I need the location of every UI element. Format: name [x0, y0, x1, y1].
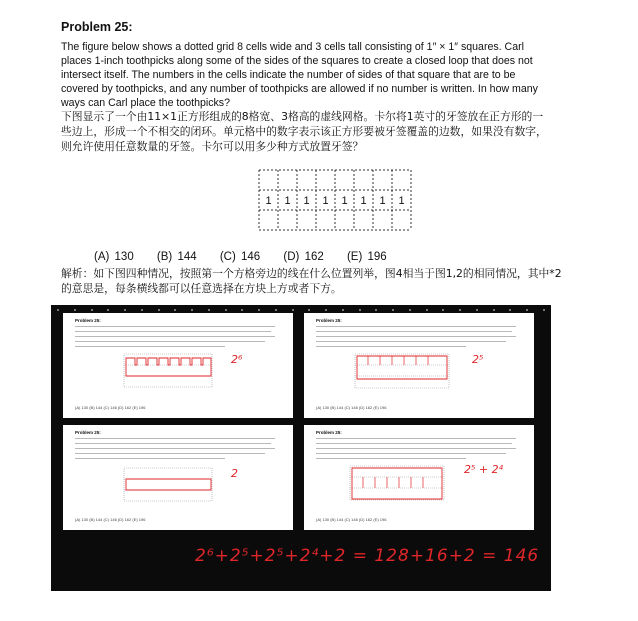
handwritten-note: 2 [231, 467, 238, 480]
grid-number: 1 [284, 195, 291, 207]
panel-choices: (A) 130 (B) 144 (C) 146 (D) 162 (E) 196 [316, 405, 387, 410]
handwritten-note: 2⁵ + 2⁴ [464, 463, 504, 476]
grid-number: 1 [341, 195, 348, 207]
panel-title: Problem 25: [316, 430, 342, 435]
grid-number: 1 [379, 195, 386, 207]
panel-grid [123, 467, 213, 505]
choice-e: (E) 196 [346, 251, 387, 263]
problem-title: Problem 25: [61, 20, 133, 34]
handwritten-formula: 2⁶+2⁵+2⁵+2⁴+2 = 128+16+2 = 146 [195, 546, 540, 566]
choice-b: (B) 144 [156, 251, 197, 263]
grid-number: 1 [265, 195, 272, 207]
panel-grid [349, 465, 449, 505]
panel-grid [354, 353, 454, 393]
solution-text: 解析：如下图四种情况，按照第一个方格旁边的线在什么位置列举，图4相当于图1,2的相同情况，其中*2的意思是，每条横线都可以任意选择在方块上方或者下方。 [61, 267, 562, 295]
problem-chinese-text: 下图显示了一个由11×1正方形组成的8格宽、3格高的虚线网格。卡尔将1英寸的牙签放在正方形的一些边上，形成一个不相交的闭环。单元格中的数字表示该正方形要被牙签覆盖的边数，如果没有数字，则允许使用任意数量的牙签。卡尔可以用多少种方式放置牙签？ [61, 110, 547, 153]
handwritten-note: 2⁵ [472, 353, 484, 366]
panel-3 [63, 425, 293, 530]
answer-choices [94, 251, 405, 263]
grid-number: 1 [360, 195, 367, 207]
choice-c: (C) 146 [219, 251, 261, 263]
grid-number: 1 [322, 195, 329, 207]
grid-number: 1 [303, 195, 310, 207]
panel-title: Problem 25: [316, 318, 342, 323]
dotted-grid [257, 167, 413, 233]
grid-number: 1 [398, 195, 405, 207]
panel-choices: (A) 130 (B) 144 (C) 146 (D) 162 (E) 196 [316, 517, 387, 522]
choice-a: (A) 130 [94, 251, 134, 263]
problem-english-text: The figure below shows a dotted grid 8 cells wide and 3 cells tall consisting of 1″ × 1″ squares. Carl places 1-inch toothpicks along some of the sides of the squares to create a closed loop that does not intersect itself. The numbers in the cells indicate the number of sides of that square that are to be covered by toothpicks, and any number of toothpicks are allowed if no number is written. In how many ways can Carl place the toothpicks? [61, 41, 538, 109]
panel-choices: (A) 130 (B) 144 (C) 146 (D) 162 (E) 196 [75, 405, 146, 410]
choice-d: (D) 162 [283, 251, 324, 263]
panel-title: Problem 25: [75, 430, 101, 435]
panel-2 [304, 313, 534, 418]
top-dots [57, 309, 545, 311]
panel-choices: (A) 130 (B) 144 (C) 146 (D) 162 (E) 196 [75, 517, 146, 522]
panel-grid [123, 353, 213, 391]
panel-title: Problem 25: [75, 318, 101, 323]
panel-1 [63, 313, 293, 418]
handwritten-note: 2⁶ [231, 353, 243, 366]
panel-4 [304, 425, 534, 530]
